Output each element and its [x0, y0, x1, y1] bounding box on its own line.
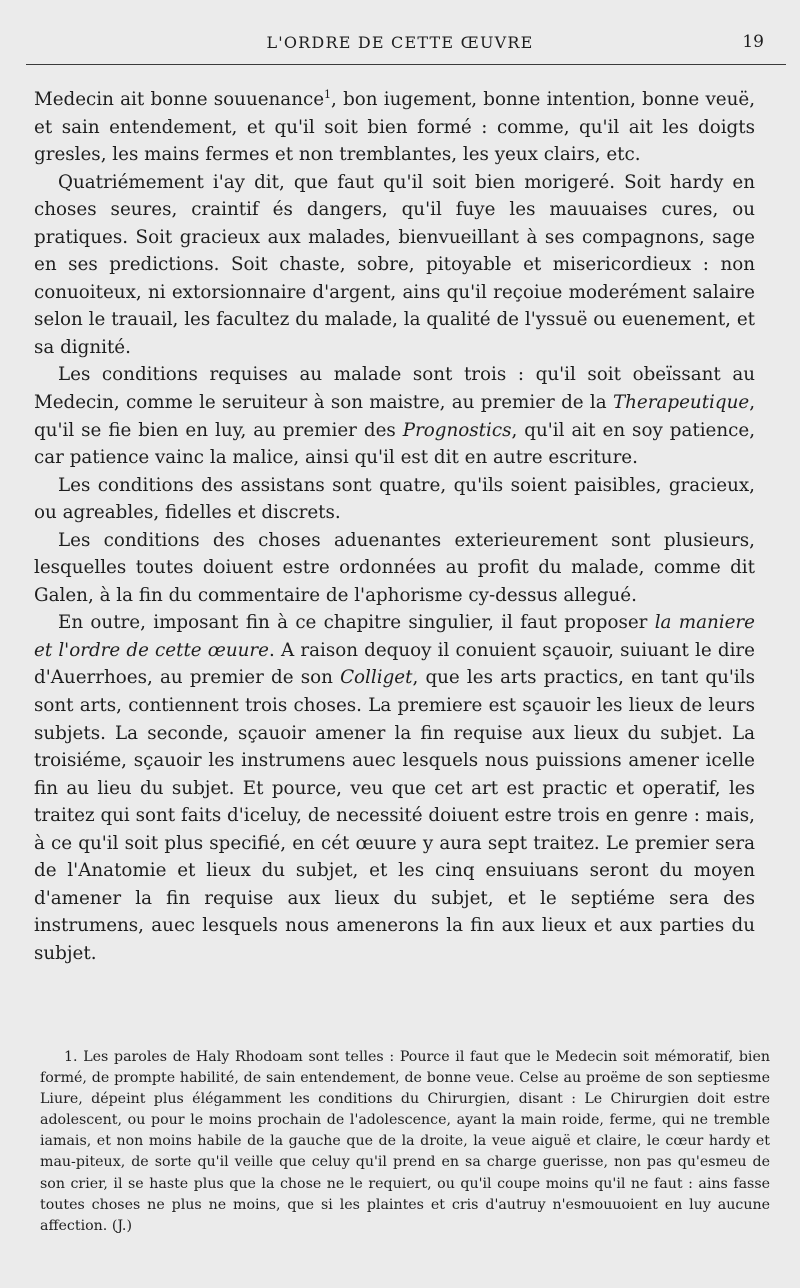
paragraph-3-text-c: , qu'il ait en soy patience, car patience vainc la malice, ainsi qu'il est dit en autre escriture.	[34, 419, 755, 469]
paragraph-6-text-b: . A raison dequoy il conuient sçauoir, suiuant le dire d'Auerrhoes, au premier de son	[34, 639, 755, 689]
paragraph-3-italic-therapeutique: Therapeutique	[612, 392, 750, 414]
header-rule	[26, 64, 786, 65]
body-text	[34, 86, 755, 968]
paragraph-2: Quatriémement i'ay dit, que faut qu'il soit bien morigeré. Soit hardy en choses seures, craintif és dangers, qu'il fuye les mauuaises cures, ou pratiques. Soit gracieux aux malades, bienvueillant à ses compagnons, sage en ses predictions. Soit chaste, sobre, pitoyable et misericordieux : non conuoiteux, ni extorsionnaire d'argent, ains qu'il reçoiue moderément salaire selon le trauail, les facultez du malade, la qualité de l'yssuë ou euenement, et sa dignité.	[34, 171, 755, 358]
footnote	[40, 1047, 770, 1237]
page-number: 19	[742, 32, 764, 52]
paragraph-6	[34, 609, 755, 967]
paragraph-6-text-c: , que les arts practics, en tant qu'ils sont arts, contiennent trois choses. La premiere est sçauoir les lieux de leurs subjets. La seconde, sçauoir amener la fin requise aux lieux du subjet. La troisiéme, sçauoir les instrumens auec lesquels nous puissions amener icelle fin au lieu du subjet. Et pource, veu que cet art est practic et operatif, les traitez qui sont faits d'iceluy, de necessité doiuent estre trois en genre : mais, à ce qu'il soit plus specifié, en cét œuure y aura sept traitez. Le premier sera de l'Anatomie et lieux du subjet, et les cinq ensuiuans seront du moyen d'amener la fin requise aux lieux du subjet, et le septiéme sera des instrumens, auec lesquels nous amenerons la fin aux lieux et aux parties du subjet.	[34, 667, 755, 964]
footnote-text: 1. Les paroles de Haly Rhodoam sont telles : Pource il faut que le Medecin soit mémoratif, bien formé, de prompte habilité, de sain entendement, de bonne veue. Celse au proëme de son septiesme Liure, dépeint plus élégamment les conditions du Chirurgien, disant : Le Chirurgien doit estre adolescent, ou pour le moins prochain de l'adolescence, ayant la main roide, ferme, qui ne tremble iamais, et non moins habile de la gauche que de la droite, la veue aiguë et claire, le cœur hardy et mau-piteux, de sorte qu'il veille que celuy qu'il prend en sa charge guerisse, non pas qu'esmeu de son crier, il se haste plus que la chose ne le requiert, ou qu'il coupe moins qu'il ne faut : ains fasse toutes choses ne plus ne moins, que si les plaintes et cris d'autruy n'esmouuoient en luy aucune affection. (J.)	[40, 1049, 770, 1234]
running-head	[36, 30, 764, 56]
paragraph-1-text-b: , bon iugement, bonne intention, bonne veuë, et sain entendement, et qu'il soit bien formé : comme, qu'il ait les doigts gresles, les mains fermes et non tremblantes, les yeux clairs, etc.	[34, 89, 756, 166]
paragraph-1-text-a: Medecin ait bonne souuenance	[34, 89, 325, 110]
paragraph-1	[34, 86, 755, 169]
paragraph-3	[34, 361, 755, 471]
paragraph-6-text-a: En outre, imposant fin à ce chapitre singulier, il faut proposer	[58, 612, 655, 634]
paragraph-3-italic-prognostics: Prognostics	[402, 419, 512, 441]
paragraph-5: Les conditions des choses aduenantes exterieurement sont plusieurs, lesquelles toutes doiuent estre ordonnées au profit du malade, comme dit Galen, à la fin du commentaire de l'aphorisme cy-dessus allegué.	[34, 529, 755, 606]
running-title: L'ORDRE DE CETTE ŒUVRE	[266, 33, 534, 52]
paragraph-3-text-b: , qu'il se fie bien en luy, au premier des	[34, 392, 755, 441]
paragraph-3-text-a: Les conditions requises au malade sont trois : qu'il soit obeïssant au Medecin, comme le seruiteur à son maistre, au premier de la	[34, 364, 755, 414]
paragraph-6-italic-colliget: Colliget	[340, 667, 413, 689]
footnote-ref: 1	[324, 88, 332, 101]
paragraph-6-italic-maniere: la maniere et l'ordre de cette œuure	[34, 612, 755, 661]
paragraph-4: Les conditions des assistans sont quatre, qu'ils soient paisibles, gracieux, ou agreables, fidelles et discrets.	[34, 474, 755, 524]
